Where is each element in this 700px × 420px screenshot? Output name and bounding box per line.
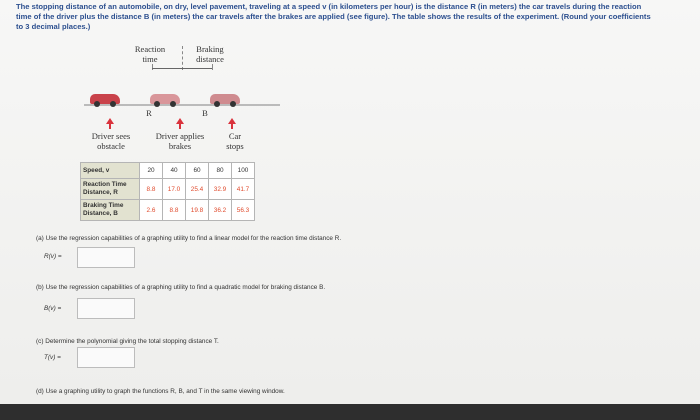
table-row-speed	[81, 163, 255, 179]
driver-applies-label: Driver applies brakes	[155, 131, 205, 151]
question-c: (c) Determine the polynomial giving the total stopping distance T.	[36, 338, 219, 345]
table-cell: 100	[232, 163, 255, 179]
reaction-header: Reaction Time Distance, R	[81, 179, 140, 200]
arrow-sees-stem	[109, 124, 111, 129]
answer-b-input[interactable]	[77, 298, 135, 319]
car-stopped	[210, 94, 240, 104]
table-row-braking	[81, 200, 255, 221]
table-cell: 60	[186, 163, 209, 179]
interval-line	[152, 68, 212, 69]
table-cell: 40	[163, 163, 186, 179]
table-cell: 2.6	[140, 200, 163, 221]
table-cell: 36.2	[209, 200, 232, 221]
driver-sees-label: Driver sees obstacle	[91, 131, 131, 151]
experiment-table	[80, 162, 255, 221]
table-cell: 32.9	[209, 179, 232, 200]
round-instruction: (Round your coefficients to 3 decimal places.)	[16, 12, 651, 31]
b-letter: B	[202, 108, 208, 118]
answer-a-label: R(v) =	[44, 253, 62, 260]
screen-bottom-edge	[0, 404, 700, 420]
intro-text: The stopping distance of an automobile, on dry, level pavement, traveling at a speed v (in kilometers per hour) is the distance R (in meters) the car travels during the reaction time of the driver plus the distance B (in meters) the car travels after the brakes are applied (see figure). The table shows the results of the experiment.	[16, 2, 642, 21]
divider-dash	[182, 46, 183, 70]
arrow-applies-stem	[179, 124, 181, 129]
problem-statement	[16, 2, 656, 32]
braking-header: Braking Time Distance, B	[81, 200, 140, 221]
reaction-time-label: Reaction time	[134, 44, 166, 64]
table-cell: 17.0	[163, 179, 186, 200]
question-d: (d) Use a graphing utility to graph the functions R, B, and T in the same viewing window.	[36, 388, 285, 395]
question-a: (a) Use the regression capabilities of a graphing utility to find a linear model for the reaction time distance R.	[36, 235, 342, 242]
table-cell: 41.7	[232, 179, 255, 200]
answer-c-label: T(v) =	[44, 354, 61, 361]
r-letter: R	[146, 108, 152, 118]
table-cell: 8.8	[163, 200, 186, 221]
car-braking	[150, 94, 180, 104]
answer-c-input[interactable]	[77, 347, 135, 368]
arrow-stops-stem	[231, 124, 233, 129]
table-cell: 19.8	[186, 200, 209, 221]
question-b: (b) Use the regression capabilities of a graphing utility to find a quadratic model for braking distance B.	[36, 284, 326, 291]
speed-header: Speed, v	[81, 163, 140, 179]
answer-b-label: B(v) =	[44, 305, 62, 312]
stopping-distance-diagram	[80, 40, 280, 158]
table-row-reaction	[81, 179, 255, 200]
reaction-dash-left	[152, 64, 153, 70]
car-start	[90, 94, 120, 104]
car-stops-label: Car stops	[226, 131, 244, 151]
answer-a-input[interactable]	[77, 247, 135, 268]
table-cell: 8.8	[140, 179, 163, 200]
braking-distance-label: Braking distance	[196, 44, 224, 64]
braking-dash-right	[212, 64, 213, 70]
table-cell: 56.3	[232, 200, 255, 221]
table-cell: 80	[209, 163, 232, 179]
table-cell: 25.4	[186, 179, 209, 200]
table-cell: 20	[140, 163, 163, 179]
